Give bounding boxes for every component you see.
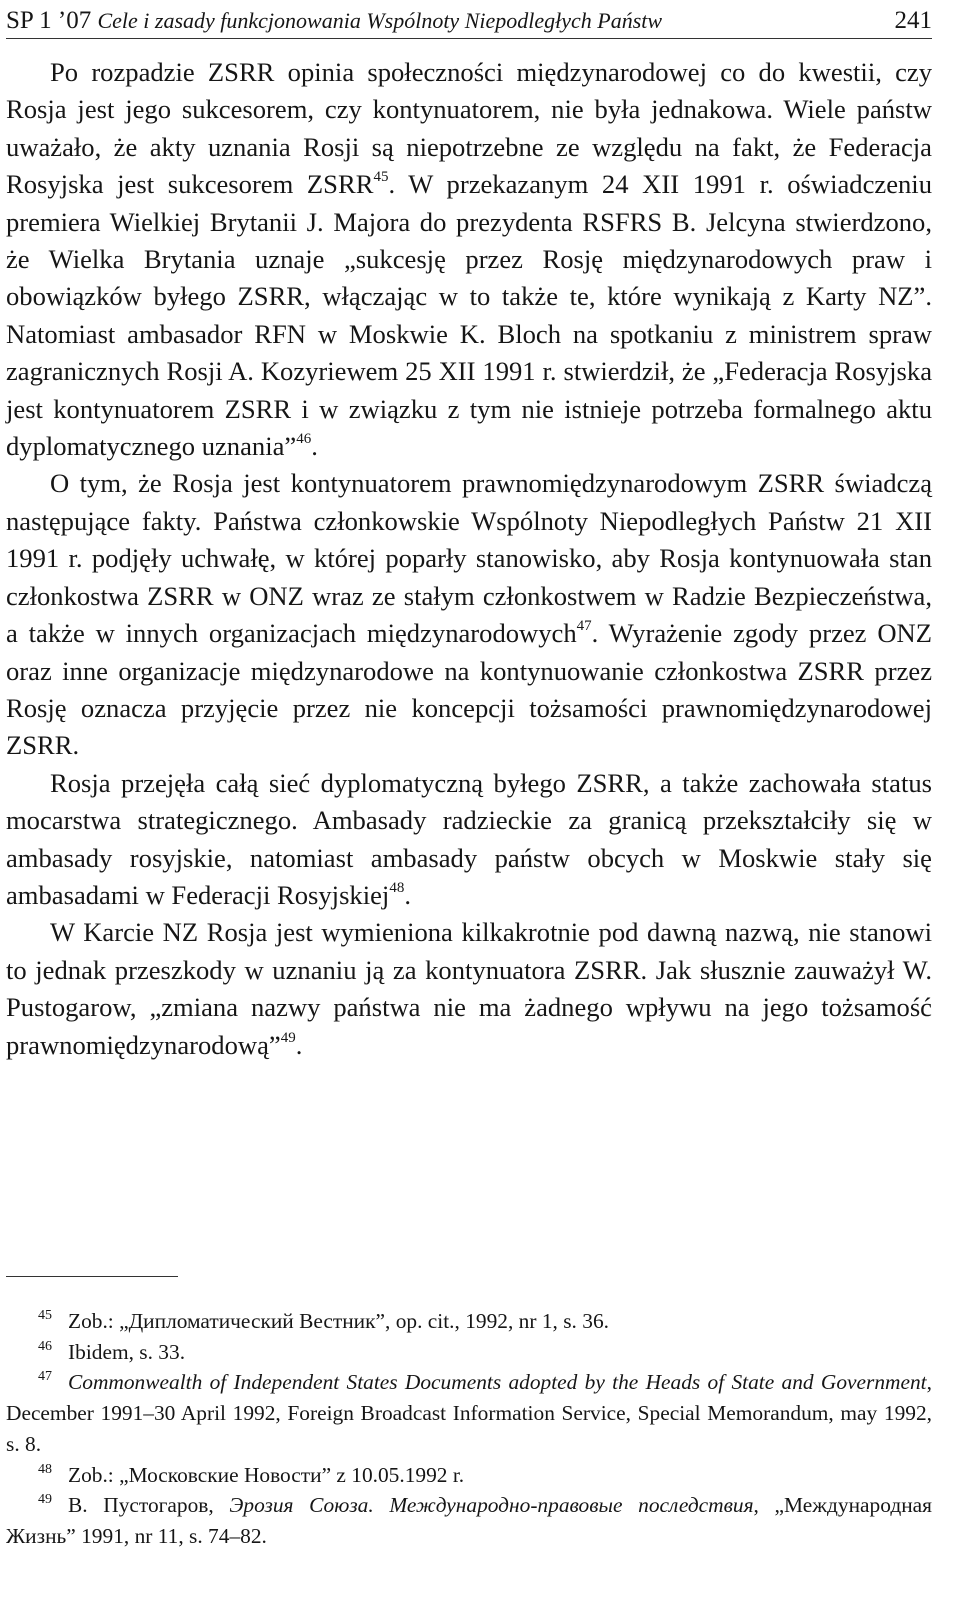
paragraph-4 <box>6 914 932 1064</box>
paragraph-text: . W przekazanym 24 XII 1991 r. oświadczeniu premiera Wielkiej Brytanii J. Majora do prezydenta RSFRS B. Jelcyna stwierdzono, że Wielka Brytania uznaje „sukcesję przez Rosję międzynarodowych praw i obowiązków byłego ZSRR, włączając w to także te, które wynikają z Karty NZ”. Natomiast ambasador RFN w Moskwie K. Bloch na spotkaniu z ministrem spraw zagranicznych Rosji A. Kozyriewem 25 XII 1991 r. stwierdził, że „Federacja Rosyjska jest kontynuatorem ZSRR i w związku z tym nie istnieje potrzeba formalnego aktu dyplomatycznego uznania” <box>6 169 932 462</box>
footnote-48 <box>6 1460 932 1491</box>
footnote-number: 49 <box>38 1492 52 1508</box>
footnote-ref-49[interactable]: 49 <box>280 1029 296 1046</box>
footnote-45 <box>6 1306 932 1337</box>
paragraph-2 <box>6 465 932 764</box>
body-text <box>6 54 932 1064</box>
paragraph-text: W Karcie NZ Rosja jest wymieniona kilkakrotnie pod dawną nazwą, nie stanowi to jednak przeszkody w uznaniu ją za kontynuatora ZSRR. Jak słusznie zauważył W. Pustogarow, „zmiana nazwy państwa nie ma żadnego wpływu na jego tożsamość prawnomiędzynarodową” <box>6 917 932 1060</box>
paragraph-1 <box>6 54 932 465</box>
footnote-text: Zob.: „Московские Новости” z 10.05.1992 r. <box>68 1462 465 1487</box>
page-number: 241 <box>894 7 932 34</box>
running-title: Cele i zasady funkcjonowania Wspólnoty Niepodległych Państw <box>97 8 663 33</box>
footnote-49 <box>6 1490 932 1551</box>
journal-issue: SP 1 ’07 <box>6 7 92 34</box>
footnote-46 <box>6 1337 932 1368</box>
header-left <box>6 4 662 38</box>
footnote-title-italic: Commonwealth of Independent States Documents adopted by the Heads of State and Government <box>68 1370 927 1395</box>
footnote-47 <box>6 1367 932 1459</box>
footnote-divider <box>6 1276 178 1277</box>
footnote-ref-45[interactable]: 45 <box>373 169 389 186</box>
footnote-text: Ibidem, s. 33. <box>68 1339 186 1364</box>
paragraph-text: . <box>295 1029 303 1060</box>
paragraph-text: . Wyrażenie zgody przez ONZ oraz inne organizacje międzynarodowe na kontynuowanie członkostwa ZSRR przez Rosję oznacza przyjęcie przez nie koncepcji tożsamości prawnomiędzynarodowej ZSRR. <box>6 618 932 761</box>
footnote-title-italic: Эрозия Союза. Международно-правовые последствия <box>229 1493 754 1518</box>
paragraph-text: O tym, że Rosja jest kontynuatorem prawnomiędzynarodowym ZSRR świadczą następujące fakty. Państwa członkowskie Wspólnoty Niepodległych Państw 21 XII 1991 r. podjęły uchwałę, w której poparły stanowisko, aby Rosja kontynuowała stan członkostwa ZSRR w ONZ wraz ze stałym członkostwem w Radzie Bezpieczeństwa, a także w innych organizacjach międzynarodowych <box>6 468 932 649</box>
footnote-number: 45 <box>38 1308 52 1323</box>
footnote-number: 47 <box>38 1369 52 1385</box>
paragraph-3 <box>6 765 932 915</box>
running-header <box>6 4 932 39</box>
paragraph-text: . <box>404 879 411 910</box>
paragraph-text: Rosja przejęła całą sieć dyplomatyczną byłego ZSRR, a także zachowała status mocarstwa strategicznego. Ambasady radzieckie za granicą przekształciły się w ambasady rosyjskie, natomiast ambasady państw obcych w Moskwie stały się ambasadami w Federacji Rosyjskiej <box>6 767 932 910</box>
footnote-number: 48 <box>38 1461 52 1477</box>
footnote-ref-48[interactable]: 48 <box>389 879 405 896</box>
footnote-number: 46 <box>38 1338 52 1354</box>
footnote-text: Zob.: „Дипломатический Вестник”, op. cit., 1992, nr 1, s. 36. <box>68 1309 609 1333</box>
footnote-text: , „Международная Жизнь” 1991, nr 11, s. 74–82. <box>6 1493 932 1548</box>
paragraph-text: . <box>311 431 318 462</box>
footnote-ref-46[interactable]: 46 <box>296 431 312 448</box>
footnote-ref-47[interactable]: 47 <box>576 618 592 635</box>
footnote-text: , December 1991–30 April 1992, Foreign Broadcast Information Service, Special Memorandum, may 1992, s. 8. <box>6 1370 932 1456</box>
footnote-author: В. Пустогаров, <box>68 1493 230 1518</box>
paragraph-text: Po rozpadzie ZSRR opinia społeczności międzynarodowej co do kwestii, czy Rosja jest jego sukcesorem, czy kontynuatorem, nie była jednakowa. Wiele państw uważało, że akty uznania Rosji są niepotrzebne ze względu na fakt, że Federacja Rosyjska jest sukcesorem ZSRR <box>6 57 932 200</box>
footnotes <box>6 1306 932 1552</box>
